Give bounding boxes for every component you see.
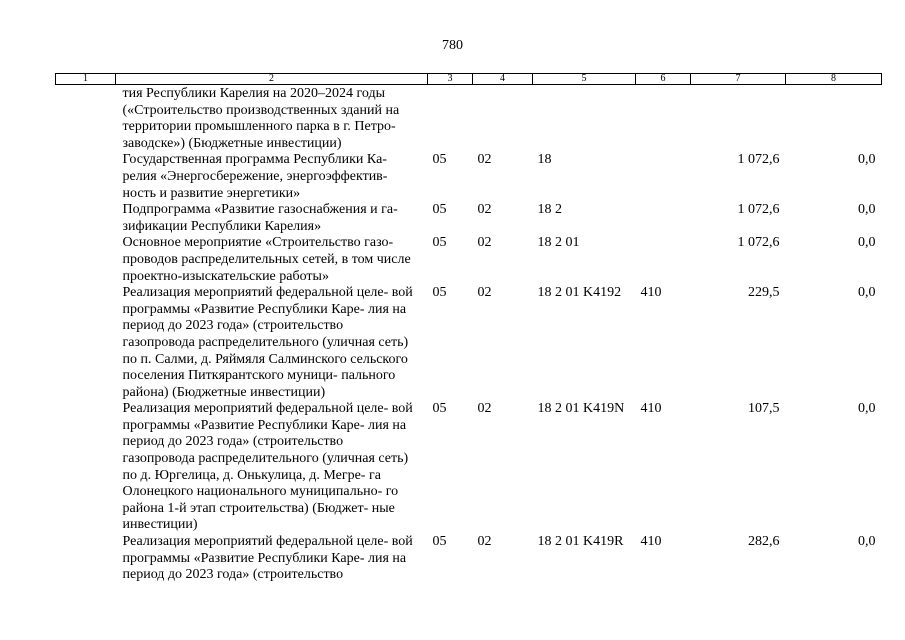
table-row (56, 285, 882, 401)
row-amount-1: 229,5 (748, 285, 780, 301)
row-subsection: 02 (477, 285, 492, 301)
header-col-5: 5 (533, 74, 636, 85)
row-description: Основное мероприятие «Строительство газо- проводов распределительных сетей, в том числе проектно-изыскательские работы» (122, 235, 411, 284)
row-section: 05 (432, 202, 447, 218)
row-subsection: 02 (477, 401, 492, 417)
row-section: 05 (432, 534, 447, 550)
row-amount-1: 107,5 (748, 401, 780, 417)
row-amount-2: 0,0 (858, 401, 876, 417)
row-amount-2: 0,0 (858, 202, 876, 218)
row-target-code: 18 2 01 (537, 235, 580, 251)
row-amount-1: 1 072,6 (737, 202, 780, 218)
row-expense-type (636, 152, 691, 202)
row-target-code (533, 85, 636, 153)
row-target-code: 18 2 (537, 202, 562, 218)
table-row (56, 534, 882, 584)
row-target-code: 18 2 01 K4192 (537, 285, 622, 301)
row-amount-2: 0,0 (858, 235, 876, 251)
row-section: 05 (432, 401, 447, 417)
row-description: Государственная программа Республики Ка- релия «Энергосбережение, энергоэффектив- ность и развитие энергетики» (122, 152, 388, 201)
header-col-1: 1 (56, 74, 116, 85)
row-section: 05 (432, 152, 447, 168)
header-col-8: 8 (786, 74, 882, 85)
row-section (428, 85, 473, 153)
row-amount-1 (691, 85, 786, 153)
row-description: Реализация мероприятий федеральной целе- вой программы «Развитие Республики Каре- лия на период до 2023 года» (строительство газопровода распределительного (уличная сеть) по д. Юргелица, д. Онькулица, д. Мегре- га Олонецкого национального муниципально- го района 1-й этап строительства) (Бюджет- ные инвестиции) (122, 401, 413, 533)
row-expense-type (636, 85, 691, 153)
row-section: 05 (432, 235, 447, 251)
table-header (56, 74, 882, 85)
table-row (56, 152, 882, 202)
header-col-2: 2 (116, 74, 428, 85)
row-amount-1: 1 072,6 (737, 152, 780, 168)
row-target-code: 18 (537, 152, 552, 168)
row-subsection: 02 (477, 152, 492, 168)
header-col-3: 3 (428, 74, 473, 85)
row-amount-1: 282,6 (748, 534, 780, 550)
header-col-7: 7 (691, 74, 786, 85)
row-description: Реализация мероприятий федеральной целе- вой программы «Развитие Республики Каре- лия на период до 2023 года» (строительство газопровода распределительного (уличная сеть) по п. Салми, д. Ряймяля Салминского сельского поселения Питкярантского муници- пального района) (Бюджетные инвестиции) (122, 285, 413, 400)
budget-table (55, 73, 882, 584)
row-section: 05 (432, 285, 447, 301)
row-amount-2 (786, 85, 882, 153)
row-expense-type (636, 202, 691, 235)
row-description: тия Республики Карелия на 2020–2024 годы («Строительство производственных зданий на территории промышленного парка в г. Петро- заводске») (Бюджетные инвестиции) (122, 86, 400, 151)
row-subsection: 02 (477, 235, 492, 251)
row-amount-2: 0,0 (858, 152, 876, 168)
row-subsection: 02 (477, 202, 492, 218)
row-amount-2: 0,0 (858, 285, 876, 301)
row-target-code: 18 2 01 K419N (537, 401, 625, 417)
row-expense-type: 410 (640, 534, 662, 550)
header-col-4: 4 (473, 74, 533, 85)
table-row (56, 235, 882, 285)
row-expense-type: 410 (640, 401, 662, 417)
row-amount-1: 1 072,6 (737, 235, 780, 251)
header-col-6: 6 (636, 74, 691, 85)
row-amount-2: 0,0 (858, 534, 876, 550)
row-expense-type (636, 235, 691, 285)
table-row (56, 202, 882, 235)
row-description: Подпрограмма «Развитие газоснабжения и га- зификации Республики Карелия» (122, 202, 398, 234)
row-subsection: 02 (477, 534, 492, 550)
table-row (56, 401, 882, 534)
page-number: 780 (442, 38, 463, 53)
row-expense-type: 410 (640, 285, 662, 301)
row-target-code: 18 2 01 K419R (537, 534, 624, 550)
table-row (56, 85, 882, 153)
row-description: Реализация мероприятий федеральной целе- вой программы «Развитие Республики Каре- лия на период до 2023 года» (строительство (122, 534, 413, 583)
row-subsection (473, 85, 533, 153)
